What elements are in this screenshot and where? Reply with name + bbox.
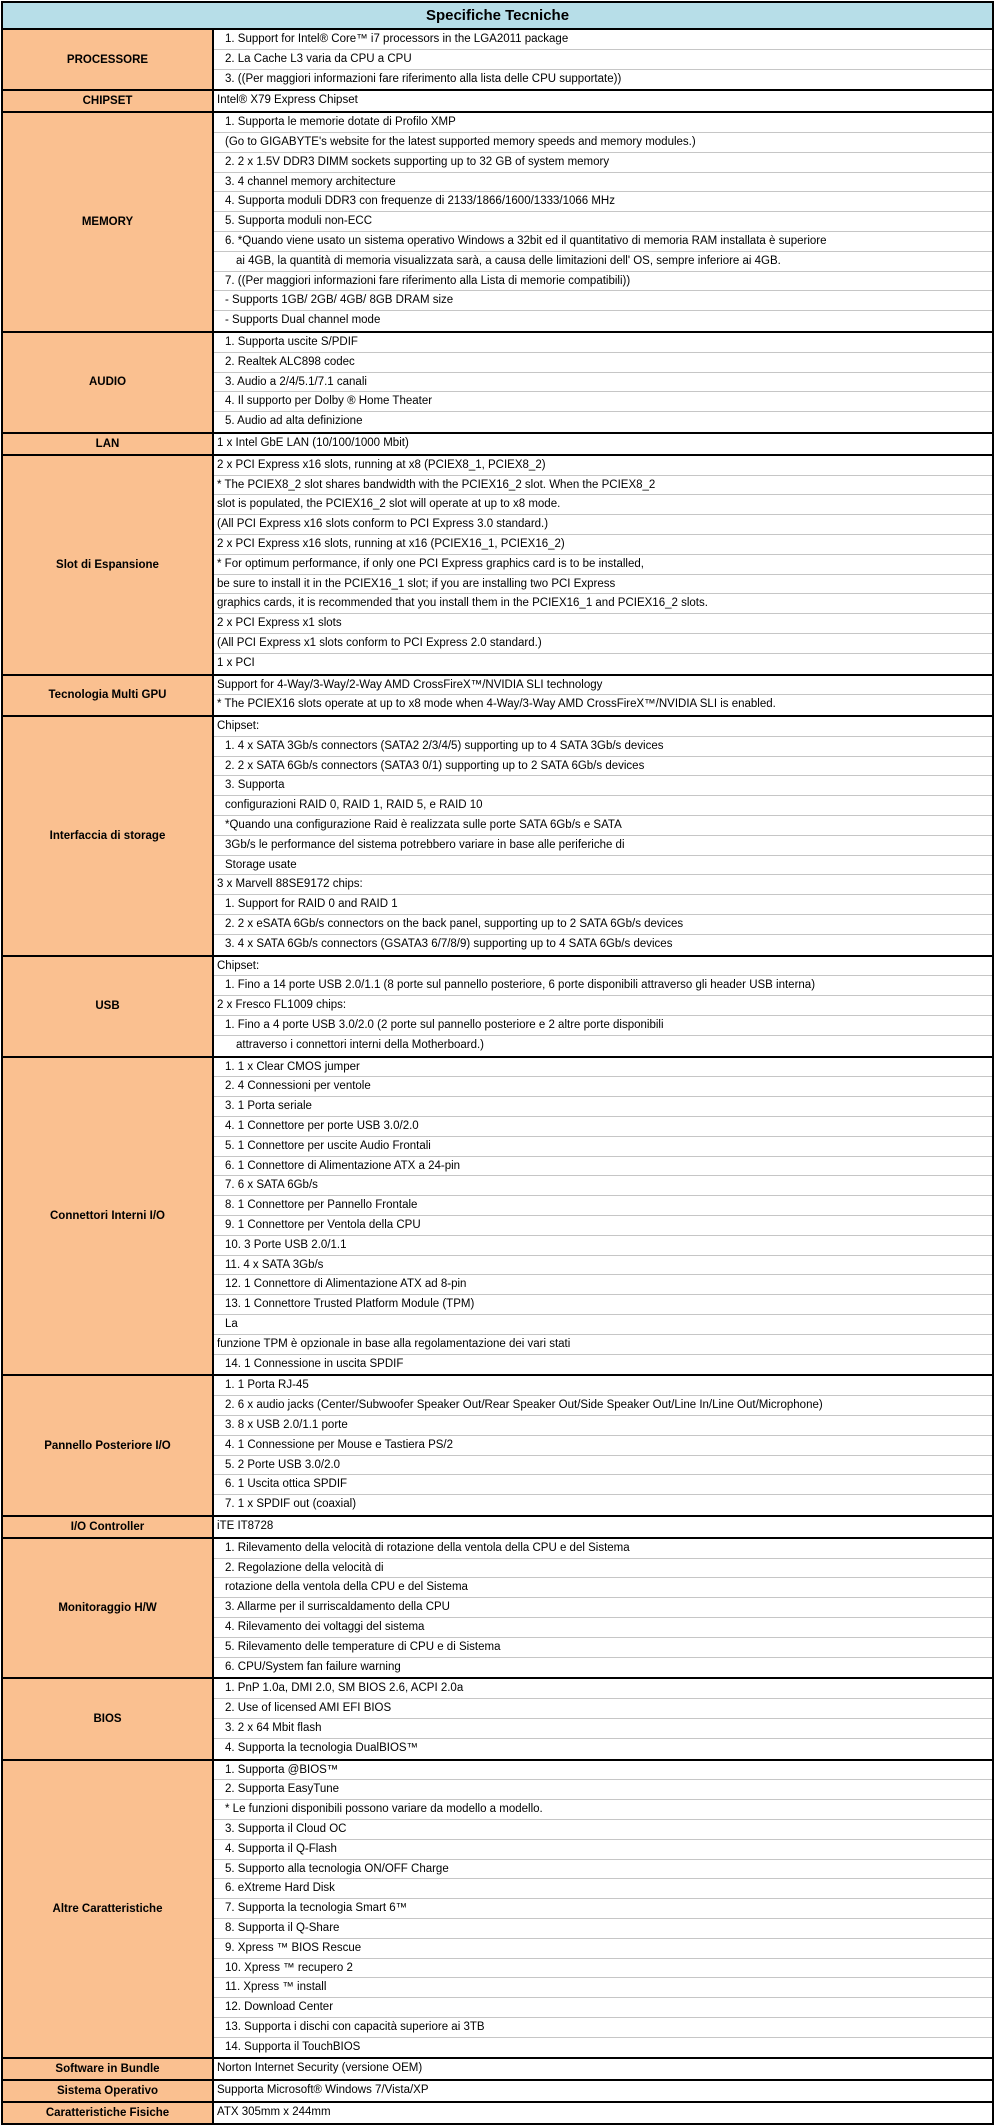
section-label: Interfaccia di storage xyxy=(3,717,214,955)
section-content xyxy=(214,456,992,674)
spec-row: 9. Xpress ™ BIOS Rescue xyxy=(214,1939,992,1959)
spec-row: 1. Fino a 14 porte USB 2.0/1.1 (8 porte sul pannello posteriore, 6 porte disponibili attraverso gli header USB interna) xyxy=(214,976,992,996)
spec-row: 9. 1 Connettore per Ventola della CPU xyxy=(214,1216,992,1236)
spec-row: 1 x PCI xyxy=(217,656,255,669)
section-label: Software in Bundle xyxy=(3,2059,214,2079)
spec-row: 3. Supporta xyxy=(214,776,992,796)
spec-row: 2 x Fresco FL1009 chips: xyxy=(214,996,992,1016)
spec-section xyxy=(3,2081,992,2103)
spec-row: 3. 4 x SATA 6Gb/s connectors (GSATA3 6/7/8/9) supporting up to 4 SATA 6Gb/s devices xyxy=(225,937,673,950)
spec-row: attraverso i connettori interni della Motherboard.) xyxy=(236,1038,485,1051)
section-label: Slot di Espansione xyxy=(3,456,214,674)
spec-row: * The PCIEX8_2 slot shares bandwidth with the PCIEX16_2 slot. When the PCIEX8_2 xyxy=(214,476,992,496)
spec-row: 5. 2 Porte USB 3.0/2.0 xyxy=(214,1456,992,1476)
section-label: Caratteristiche Fisiche xyxy=(3,2103,214,2123)
spec-row: Storage usate xyxy=(214,856,992,876)
spec-row: 8. Supporta il Q-Share xyxy=(214,1919,992,1939)
spec-section xyxy=(3,2103,992,2123)
spec-row: (Go to GIGABYTE's website for the latest supported memory speeds and memory modules.) xyxy=(214,133,992,153)
spec-row: Norton Internet Security (versione OEM) xyxy=(217,2062,423,2075)
spec-row: 2. 6 x audio jacks (Center/Subwoofer Speaker Out/Rear Speaker Out/Side Speaker Out/Line In/Line Out/Microphone) xyxy=(214,1396,992,1416)
spec-row: 7. Supporta la tecnologia Smart 6™ xyxy=(214,1899,992,1919)
spec-row: graphics cards, it is recommended that you install them in the PCIEX16_1 and PCIEX16_2 slots. xyxy=(214,594,992,614)
section-label: Sistema Operativo xyxy=(3,2081,214,2101)
spec-row: 1. 4 x SATA 3Gb/s connectors (SATA2 2/3/4/5) supporting up to 4 SATA 3Gb/s devices xyxy=(214,737,992,757)
spec-row: 12. 1 Connettore di Alimentazione ATX ad 8-pin xyxy=(214,1275,992,1295)
spec-row: 3Gb/s le performance del sistema potrebbero variare in base alle periferiche di xyxy=(214,836,992,856)
spec-row: 3. 1 Porta seriale xyxy=(214,1097,992,1117)
section-content xyxy=(214,1679,992,1758)
spec-row: 1. Support for Intel® Core™ i7 processors in the LGA2011 package xyxy=(214,30,992,50)
spec-row: funzione TPM è opzionale in base alla regolamentazione dei vari stati xyxy=(214,1335,992,1355)
spec-row: 4. 1 Connessione per Mouse e Tastiera PS/2 xyxy=(214,1436,992,1456)
spec-row: 1. 1 Porta RJ-45 xyxy=(214,1376,992,1396)
section-content xyxy=(214,717,992,955)
section-label: Tecnologia Multi GPU xyxy=(3,676,214,716)
spec-row: *Quando una configurazione Raid è realizzata sulle porte SATA 6Gb/s e SATA xyxy=(214,816,992,836)
section-label: I/O Controller xyxy=(3,1517,214,1537)
spec-row: 4. Rilevamento dei voltaggi del sistema xyxy=(214,1618,992,1638)
section-content xyxy=(214,1761,992,2058)
spec-row: 5. Supporta moduli non-ECC xyxy=(214,212,992,232)
spec-section xyxy=(3,1376,992,1517)
spec-row: 14. Supporta il TouchBIOS xyxy=(225,2040,361,2053)
spec-row: 3. ((Per maggiori informazioni fare riferimento alla lista delle CPU supportate)) xyxy=(225,72,622,85)
spec-row: 11. Xpress ™ install xyxy=(214,1978,992,1998)
section-content xyxy=(214,1539,992,1678)
spec-section xyxy=(3,456,992,676)
spec-row: 11. 4 x SATA 3Gb/s xyxy=(214,1256,992,1276)
spec-row: 6. *Quando viene usato un sistema operativo Windows a 32bit ed il quantitativo di memoria RAM installata è superiore xyxy=(214,232,992,252)
spec-section xyxy=(3,91,992,113)
spec-section xyxy=(3,1539,992,1680)
spec-row: 2. Supporta EasyTune xyxy=(214,1780,992,1800)
spec-row: 3. 4 channel memory architecture xyxy=(214,173,992,193)
spec-row: Chipset: xyxy=(214,717,992,737)
section-label: CHIPSET xyxy=(3,91,214,111)
spec-section xyxy=(3,30,992,91)
spec-row: Support for 4-Way/3-Way/2-Way AMD CrossFireX™/NVIDIA SLI technology xyxy=(214,676,992,696)
spec-row: 1. Supporta uscite S/PDIF xyxy=(214,333,992,353)
section-content xyxy=(214,333,992,432)
spec-row: 6. eXtreme Hard Disk xyxy=(214,1879,992,1899)
spec-table xyxy=(1,1,994,2125)
spec-row: 1. Supporta le memorie dotate di Profilo XMP xyxy=(214,113,992,133)
spec-row: rotazione della ventola della CPU e del Sistema xyxy=(214,1578,992,1598)
spec-row: 5. Audio ad alta definizione xyxy=(225,415,363,428)
spec-row: 2. 2 x 1.5V DDR3 DIMM sockets supporting up to 32 GB of system memory xyxy=(214,153,992,173)
spec-row: 2. Regolazione della velocità di xyxy=(214,1559,992,1579)
spec-row: - Supports 1GB/ 2GB/ 4GB/ 8GB DRAM size xyxy=(214,291,992,311)
section-content xyxy=(214,1517,992,1537)
spec-section xyxy=(3,676,992,718)
section-content xyxy=(214,2103,992,2123)
spec-row: 3. Supporta il Cloud OC xyxy=(214,1820,992,1840)
spec-row: 5. Rilevamento delle temperature di CPU e di Sistema xyxy=(214,1638,992,1658)
spec-row: * Le funzioni disponibili possono variare da modello a modello. xyxy=(214,1800,992,1820)
spec-row: 2. La Cache L3 varia da CPU a CPU xyxy=(214,50,992,70)
spec-row: Intel® X79 Express Chipset xyxy=(217,94,358,107)
spec-row: - Supports Dual channel mode xyxy=(225,314,381,327)
spec-row: 2. Realtek ALC898 codec xyxy=(214,353,992,373)
spec-row: 3 x Marvell 88SE9172 chips: xyxy=(214,875,992,895)
section-label: BIOS xyxy=(3,1679,214,1758)
page-title: Specifiche Tecniche xyxy=(3,3,992,30)
spec-section xyxy=(3,1761,992,2060)
spec-row: 6. 1 Connettore di Alimentazione ATX a 24-pin xyxy=(214,1157,992,1177)
spec-row: 3. Audio a 2/4/5.1/7.1 canali xyxy=(214,373,992,393)
spec-row: 4. Il supporto per Dolby ® Home Theater xyxy=(214,392,992,412)
spec-row: 3. Allarme per il surriscaldamento della CPU xyxy=(214,1598,992,1618)
spec-row: 8. 1 Connettore per Pannello Frontale xyxy=(214,1196,992,1216)
spec-row: Supporta Microsoft® Windows 7/Vista/XP xyxy=(217,2084,429,2097)
section-content xyxy=(214,2059,992,2079)
section-content xyxy=(214,30,992,89)
spec-row: 3. 2 x 64 Mbit flash xyxy=(214,1719,992,1739)
spec-row: (All PCI Express x16 slots conform to PCI Express 3.0 standard.) xyxy=(214,515,992,535)
section-content xyxy=(214,957,992,1056)
spec-row: (All PCI Express x1 slots conform to PCI Express 2.0 standard.) xyxy=(214,634,992,654)
section-content xyxy=(214,91,992,111)
spec-row: La xyxy=(214,1315,992,1335)
spec-row: 13. 1 Connettore Trusted Platform Module (TPM) xyxy=(214,1295,992,1315)
spec-row: 2 x PCI Express x16 slots, running at x8 (PCIEX8_1, PCIEX8_2) xyxy=(214,456,992,476)
spec-section xyxy=(3,1679,992,1760)
spec-row: 2 x PCI Express x16 slots, running at x16 (PCIEX16_1, PCIEX16_2) xyxy=(214,535,992,555)
spec-row: * For optimum performance, if only one PCI Express graphics card is to be installed, xyxy=(214,555,992,575)
spec-row: 12. Download Center xyxy=(214,1998,992,2018)
spec-row: ai 4GB, la quantità di memoria visualizzata sarà, a causa delle limitazioni dell' OS, sempre inferiore ai 4GB. xyxy=(214,252,992,272)
section-label: LAN xyxy=(3,434,214,454)
section-content xyxy=(214,676,992,716)
spec-section xyxy=(3,957,992,1058)
spec-row: 6. CPU/System fan failure warning xyxy=(225,1660,401,1673)
spec-row: 10. Xpress ™ recupero 2 xyxy=(214,1959,992,1979)
spec-row: 1. Supporta @BIOS™ xyxy=(214,1761,992,1781)
spec-row: 1. Rilevamento della velocità di rotazione della ventola della CPU e del Sistema xyxy=(214,1539,992,1559)
spec-row: 7. 1 x SPDIF out (coaxial) xyxy=(225,1498,357,1511)
spec-row: 5. Supporto alla tecnologia ON/OFF Charge xyxy=(214,1860,992,1880)
spec-row: 1. PnP 1.0a, DMI 2.0, SM BIOS 2.6, ACPI 2.0a xyxy=(214,1679,992,1699)
spec-row: Chipset: xyxy=(214,957,992,977)
section-content xyxy=(214,1376,992,1515)
section-label: Pannello Posteriore I/O xyxy=(3,1376,214,1515)
spec-row: 7. ((Per maggiori informazioni fare riferimento alla Lista di memorie compatibili)) xyxy=(214,272,992,292)
spec-section xyxy=(3,717,992,957)
section-label: Connettori Interni I/O xyxy=(3,1058,214,1375)
spec-row: 4. Supporta il Q-Flash xyxy=(214,1840,992,1860)
spec-row: 14. 1 Connessione in uscita SPDIF xyxy=(225,1357,404,1370)
spec-section xyxy=(3,2059,992,2081)
spec-row: be sure to install it in the PCIEX16_1 slot; if you are installing two PCI Express xyxy=(214,575,992,595)
spec-section xyxy=(3,434,992,456)
spec-row: 4. 1 Connettore per porte USB 3.0/2.0 xyxy=(214,1117,992,1137)
spec-row: 2 x PCI Express x1 slots xyxy=(214,614,992,634)
spec-row: 2. 2 x eSATA 6Gb/s connectors on the back panel, supporting up to 2 SATA 6Gb/s devices xyxy=(214,915,992,935)
spec-row: 7. 6 x SATA 6Gb/s xyxy=(214,1176,992,1196)
spec-sections xyxy=(3,30,992,2123)
spec-row: 4. Supporta moduli DDR3 con frequenze di 2133/1866/1600/1333/1066 MHz xyxy=(214,192,992,212)
spec-row: 3. 8 x USB 2.0/1.1 porte xyxy=(214,1416,992,1436)
section-content xyxy=(214,434,992,454)
spec-row: 2. 4 Connessioni per ventole xyxy=(214,1077,992,1097)
section-content xyxy=(214,2081,992,2101)
spec-row: 4. Supporta la tecnologia DualBIOS™ xyxy=(225,1741,419,1754)
spec-row: 10. 3 Porte USB 2.0/1.1 xyxy=(214,1236,992,1256)
section-label: USB xyxy=(3,957,214,1056)
spec-row: slot is populated, the PCIEX16_2 slot will operate at up to x8 mode. xyxy=(214,495,992,515)
spec-section xyxy=(3,113,992,333)
spec-row: 1 x Intel GbE LAN (10/100/1000 Mbit) xyxy=(217,436,409,449)
section-label: AUDIO xyxy=(3,333,214,432)
spec-row: 1. 1 x Clear CMOS jumper xyxy=(214,1058,992,1078)
spec-row: ATX 305mm x 244mm xyxy=(217,2106,331,2119)
section-label: Altre Caratteristiche xyxy=(3,1761,214,2058)
spec-section xyxy=(3,1058,992,1377)
spec-row: * The PCIEX16 slots operate at up to x8 mode when 4-Way/3-Way AMD CrossFireX™/NVIDIA SLI is enabled. xyxy=(217,698,776,711)
spec-row: 13. Supporta i dischi con capacità superiore ai 3TB xyxy=(214,2018,992,2038)
section-label: Monitoraggio H/W xyxy=(3,1539,214,1678)
spec-row: 2. 2 x SATA 6Gb/s connectors (SATA3 0/1) supporting up to 2 SATA 6Gb/s devices xyxy=(214,757,992,777)
spec-section xyxy=(3,1517,992,1539)
spec-row: configurazioni RAID 0, RAID 1, RAID 5, e RAID 10 xyxy=(214,796,992,816)
section-label: MEMORY xyxy=(3,113,214,331)
section-label: PROCESSORE xyxy=(3,30,214,89)
spec-row: 6. 1 Uscita ottica SPDIF xyxy=(214,1475,992,1495)
spec-row: 5. 1 Connettore per uscite Audio Frontali xyxy=(214,1137,992,1157)
spec-section xyxy=(3,333,992,434)
spec-row: 1. Support for RAID 0 and RAID 1 xyxy=(214,895,992,915)
spec-row: 2. Use of licensed AMI EFI BIOS xyxy=(214,1699,992,1719)
section-content xyxy=(214,113,992,331)
spec-row: 1. Fino a 4 porte USB 3.0/2.0 (2 porte sul pannello posteriore e 2 altre porte disponibili xyxy=(214,1016,992,1036)
spec-row: iTE IT8728 xyxy=(217,1519,274,1532)
section-content xyxy=(214,1058,992,1375)
